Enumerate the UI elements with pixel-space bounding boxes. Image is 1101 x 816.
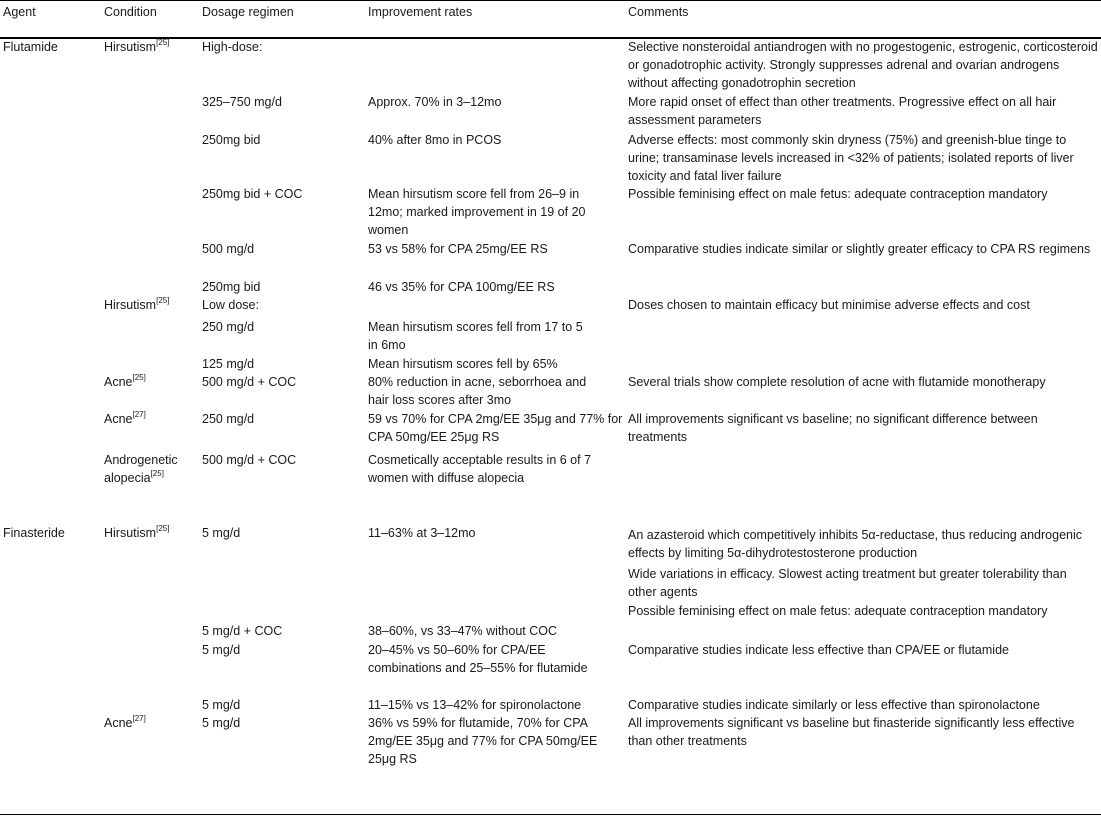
comments-cell: All improvements significant vs baseline; no significant difference between treatments: [628, 412, 1038, 444]
dosage-cell: 500 mg/d: [202, 242, 255, 256]
improvement-cell: Mean hirsutism scores fell from 17 to 5 in 6mo: [368, 320, 583, 352]
improvement-cell: Mean hirsutism scores fell by 65%: [368, 357, 558, 371]
dosage-cell: 250 mg/d: [202, 412, 255, 426]
improvement-cell: Approx. 70% in 3–12mo: [368, 95, 502, 109]
comments-cell: Comparative studies indicate less effective than CPA/EE or flutamide: [628, 643, 1009, 657]
improvement-cell: 11–63% at 3–12mo: [368, 526, 476, 540]
dosage-cell: 5 mg/d + COC: [202, 624, 283, 638]
improvement-cell: Cosmetically acceptable results in 6 of 7 women with diffuse alopecia: [368, 453, 592, 485]
dosage-cell: Low dose:: [202, 298, 259, 312]
agent-cell: Finasteride: [3, 526, 65, 540]
table-top-rule: [0, 0, 1101, 1]
condition-cell: Hirsutism[25]: [104, 37, 170, 54]
condition-cell: Androgenetic alopecia[25]: [104, 453, 178, 485]
agent-cell: Flutamide: [3, 40, 58, 54]
header-condition: Condition: [104, 5, 157, 19]
header-comments: Comments: [628, 5, 689, 19]
dosage-cell: 250mg bid: [202, 280, 261, 294]
improvement-cell: Mean hirsutism score fell from 26–9 in 12mo; marked improvement in 19 of 20 women: [368, 187, 586, 237]
comments-cell: Doses chosen to maintain efficacy but minimise adverse effects and cost: [628, 298, 1030, 312]
comments-cell: Possible feminising effect on male fetus: adequate contraception mandatory: [628, 604, 1048, 618]
table-bottom-rule: [0, 814, 1101, 815]
dosage-cell: 500 mg/d + COC: [202, 375, 297, 389]
condition-cell: Acne[27]: [104, 409, 146, 426]
improvement-cell: 38–60%, vs 33–47% without COC: [368, 624, 557, 638]
improvement-cell: 40% after 8mo in PCOS: [368, 133, 502, 147]
dosage-cell: 325–750 mg/d: [202, 95, 282, 109]
comments-cell: Several trials show complete resolution of acne with flutamide monotherapy: [628, 375, 1046, 389]
header-agent: Agent: [3, 5, 36, 19]
improvement-cell: 11–15% vs 13–42% for spironolactone: [368, 698, 582, 712]
comments-cell: An azasteroid which competitively inhibits 5α-reductase, thus reducing androgenic effects by limiting 5α-dihydrotestosterone production: [628, 528, 1082, 560]
improvement-cell: 53 vs 58% for CPA 25mg/EE RS: [368, 242, 548, 256]
improvement-cell: 59 vs 70% for CPA 2mg/EE 35μg and 77% for CPA 50mg/EE 25μg RS: [368, 412, 623, 444]
header-dosage: Dosage regimen: [202, 5, 294, 19]
dosage-cell: 5 mg/d: [202, 526, 241, 540]
dosage-cell: 250 mg/d: [202, 320, 255, 334]
condition-cell: Acne[27]: [104, 713, 146, 730]
dosage-cell: 250mg bid + COC: [202, 187, 303, 201]
dosage-cell: 250mg bid: [202, 133, 261, 147]
dosage-cell: 500 mg/d + COC: [202, 453, 297, 467]
dosage-cell: 5 mg/d: [202, 643, 241, 657]
comments-cell: Possible feminising effect on male fetus: adequate contraception mandatory: [628, 187, 1048, 201]
improvement-cell: 20–45% vs 50–60% for CPA/EE combinations and 25–55% for flutamide: [368, 643, 588, 675]
condition-cell: Hirsutism[25]: [104, 523, 170, 540]
comments-cell: Comparative studies indicate similar or slightly greater efficacy to CPA RS regimens: [628, 242, 1091, 256]
dosage-cell: 125 mg/d: [202, 357, 255, 371]
dosage-cell: High-dose:: [202, 40, 263, 54]
condition-cell: Hirsutism[25]: [104, 295, 170, 312]
header-improvement: Improvement rates: [368, 5, 473, 19]
comments-cell: Selective nonsteroidal antiandrogen with no progestogenic, estrogenic, corticosteroid or gonadotrophic activity. Strongly suppresses adrenal and ovarian androgens without affecting gonadotrophin secretion: [628, 40, 1098, 90]
comments-cell: More rapid onset of effect than other treatments. Progressive effect on all hair assessment parameters: [628, 95, 1057, 127]
comments-cell: Comparative studies indicate similarly or less effective than spironolactone: [628, 698, 1040, 712]
improvement-cell: 46 vs 35% for CPA 100mg/EE RS: [368, 280, 555, 294]
comments-cell: All improvements significant vs baseline but finasteride significantly less effective than other treatments: [628, 716, 1075, 748]
comments-cell: Adverse effects: most commonly skin dryness (75%) and greenish-blue tinge to urine; transaminase levels increased in <32% of patients; isolated reports of liver toxicity and fatal liver failure: [628, 133, 1074, 183]
improvement-cell: 36% vs 59% for flutamide, 70% for CPA 2mg/EE 35μg and 77% for CPA 50mg/EE 25μg RS: [368, 716, 598, 766]
dosage-cell: 5 mg/d: [202, 716, 241, 730]
improvement-cell: 80% reduction in acne, seborrhoea and hair loss scores after 3mo: [368, 375, 587, 407]
comments-cell: Wide variations in efficacy. Slowest acting treatment but greater tolerability than other agents: [628, 567, 1067, 599]
condition-cell: Acne[25]: [104, 372, 146, 389]
dosage-cell: 5 mg/d: [202, 698, 241, 712]
